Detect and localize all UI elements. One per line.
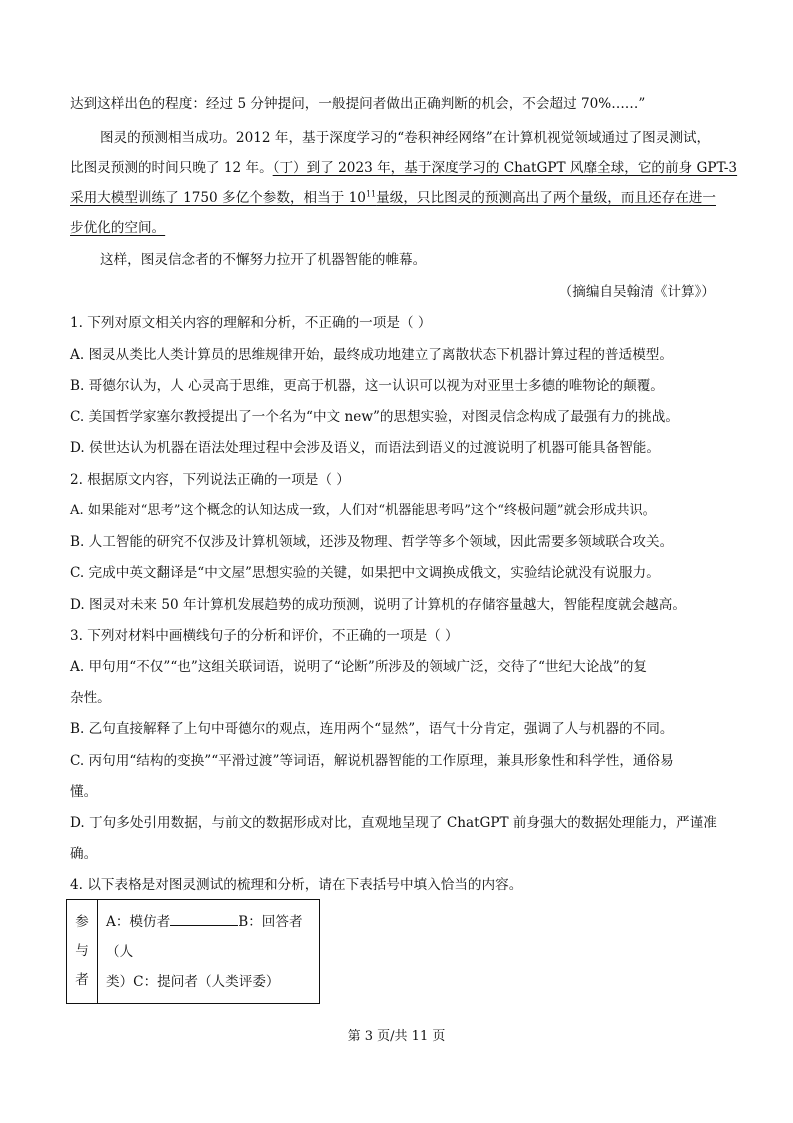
- header-char: 与: [75, 943, 89, 959]
- paragraph-line: 这样，图灵信念者的不懈努力拉开了机器智能的帷幕。: [100, 252, 427, 268]
- header-char: 者: [75, 972, 89, 988]
- option-b: B. 乙句直接解释了上句中哥德尔的观点，连用两个“显然”，语气十分肯定，强调了人与机器的不同。: [70, 721, 674, 737]
- header-char: 参: [75, 914, 89, 930]
- option-a-continued: 杂性。: [70, 690, 111, 706]
- paragraph-line: 图灵的预测相当成功。2012 年，基于深度学习的“卷积神经网络”在计算机视觉领域通过了图灵测试，: [100, 130, 711, 146]
- text-span: 采用大模型训练了 1750 多亿个参数，相当于 10: [70, 190, 366, 206]
- option-b: B. 人工智能的研究不仅涉及计算机领域，还涉及物理、哲学等多个领域，因此需要多领域联合攻关。: [70, 534, 674, 550]
- table-header-cell: [67, 900, 98, 1004]
- option-d-continued: 确。: [70, 846, 98, 862]
- passage-line: 达到这样出色的程度：经过 5 分钟提问，一般提问者做出正确判断的机会，不会超过 70%……”: [70, 96, 646, 112]
- answer-blank[interactable]: [170, 911, 238, 926]
- text-span: 比图灵预测的时间只晚了 12 年。: [70, 160, 273, 176]
- content-line: 类）C：提问者（人类评委）: [106, 973, 280, 990]
- table-row: [67, 900, 320, 1004]
- option-d: D. 丁句多处引用数据，与前文的数据形成对比，直观地呈现了 ChatGPT 前身强大的数据处理能力，严谨准: [70, 815, 717, 831]
- superscript: 11: [365, 189, 377, 199]
- underlined-sentence-ding: [70, 188, 716, 208]
- participant-b: B：回答者（人: [106, 913, 303, 960]
- option-b: B. 哥德尔认为，人 心灵高于思维，更高于机器，这一认识可以视为对亚里士多德的唯物论的颠覆。: [70, 378, 664, 394]
- option-a: A. 图灵从类比人类计算员的思维规律开始，最终成功地建立了离散状态下机器计算过程的普适模型。: [70, 347, 673, 363]
- source-citation: （摘编自吴翰清《计算》）: [558, 284, 715, 300]
- text-span: 量级，只比图灵的预测高出了两个量级，而且还存在进一: [376, 190, 716, 206]
- option-c: C. 完成中英文翻译是“中文屋”思想实验的关键，如果把中文调换成俄文，实验结论就没有说服力。: [70, 565, 660, 581]
- analysis-table: [66, 899, 320, 1004]
- option-a: A. 如果能对“思考”这个概念的认知达成一致，人们对“机器能思考吗”这个“终极问题”就会形成共识。: [70, 503, 656, 518]
- question-stem: 2. 根据原文内容，下列说法正确的一项是（ ）: [70, 472, 350, 488]
- participant-a: A：模仿者: [106, 913, 171, 930]
- option-d: D. 侯世达认为机器在语法处理过程中会涉及语义，而语法到语义的过渡说明了机器可能具备智能。: [70, 440, 660, 456]
- question-stem: 3. 下列对材料中画横线句子的分析和评价，不正确的一项是（ ）: [70, 628, 459, 644]
- option-c: C. 美国哲学家塞尔教授提出了一个名为“中文 new”的思想实验，对图灵信念构成了最强有力的挑战。: [70, 409, 679, 425]
- table-content-cell: [98, 900, 320, 1004]
- option-c-continued: 懂。: [70, 784, 98, 800]
- option-d: D. 图灵对未来 50 年计算机发展趋势的成功预测，说明了计算机的存储容量越大，智能程度就会越高。: [70, 597, 686, 613]
- question-stem: 4. 以下表格是对图灵测试的梳理和分析，请在下表括号中填入恰当的内容。: [70, 877, 523, 893]
- page-footer: 第 3 页/共 11 页: [347, 1029, 446, 1044]
- content-line: [106, 907, 313, 967]
- option-a: A. 甲句用“不仅”“也”这组关联词语，说明了“论断”所涉及的领域广泛，交待了“世纪大论战”的复: [70, 659, 648, 675]
- underlined-sentence-ding: 步优化的空间。: [70, 220, 166, 236]
- question-stem: 1. 下列对原文相关内容的理解和分析，不正确的一项是（ ）: [70, 315, 432, 331]
- option-c: C. 丙句用“结构的变换”“平滑过渡”等词语，解说机器智能的工作原理，兼具形象性和科学性，通俗易: [70, 753, 674, 769]
- underlined-sentence-ding: （丁）到了 2023 年，基于深度学习的 ChatGPT 风靡全球，它的前身 GPT-3: [272, 160, 738, 176]
- paragraph-line: [70, 158, 737, 178]
